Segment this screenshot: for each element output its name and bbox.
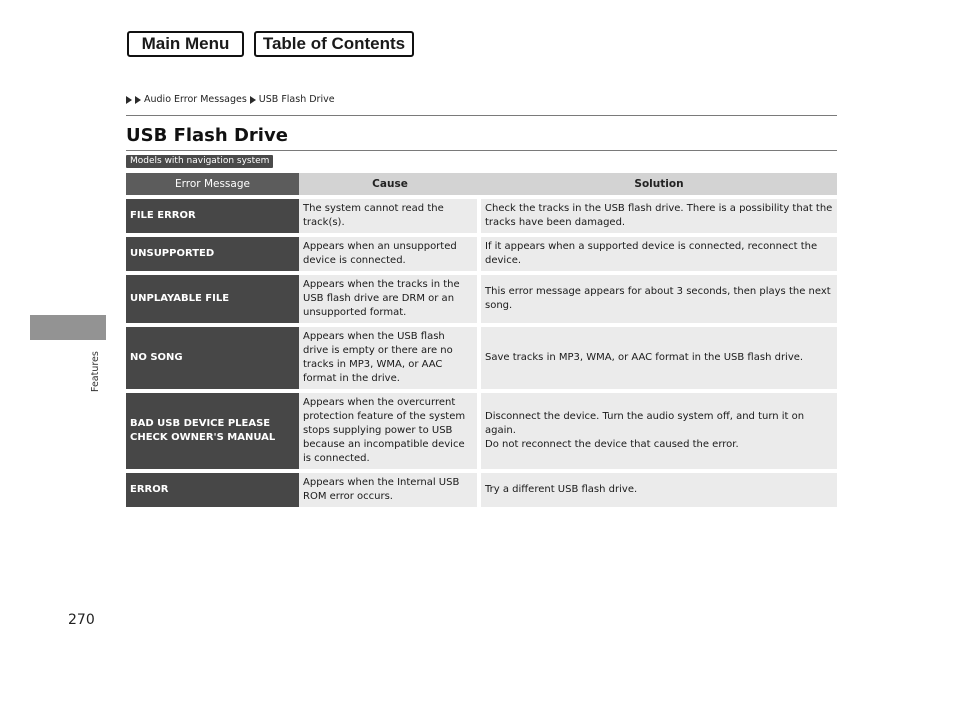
error-message-cell: BAD USB DEVICE PLEASE CHECK OWNER'S MANUAL xyxy=(126,393,299,469)
error-message-cell: NO SONG xyxy=(126,327,299,389)
breadcrumb-current: USB Flash Drive xyxy=(258,94,335,105)
solution-cell: This error message appears for about 3 seconds, then plays the next song. xyxy=(481,275,837,323)
solution-cell: If it appears when a supported device is connected, reconnect the device. xyxy=(481,237,837,271)
main-menu-button[interactable]: Main Menu xyxy=(127,31,244,57)
cause-cell: The system cannot read the track(s). xyxy=(299,199,481,233)
section-label: Features xyxy=(90,351,101,392)
solution-cell: Save tracks in MP3, WMA, or AAC format in the USB flash drive. xyxy=(481,327,837,389)
header-error-message: Error Message xyxy=(126,173,299,195)
error-message-cell: UNSUPPORTED xyxy=(126,237,299,271)
solution-cell: Check the tracks in the USB flash drive. There is a possibility that the tracks have been damaged. xyxy=(481,199,837,233)
table-header-row xyxy=(126,173,837,195)
breadcrumb-arrow-icon xyxy=(250,96,256,104)
solution-cell: Disconnect the device. Turn the audio system off, and turn it on again. Do not reconnect the device that caused the error. xyxy=(481,393,837,469)
cause-cell: Appears when the USB flash drive is empty or there are no tracks in MP3, WMA, or AAC format in the drive. xyxy=(299,327,481,389)
breadcrumb xyxy=(126,94,335,105)
title-divider xyxy=(126,150,837,151)
table-of-contents-button[interactable]: Table of Contents xyxy=(254,31,414,57)
page-number: 270 xyxy=(68,612,95,628)
table-row xyxy=(126,237,837,271)
header-cause: Cause xyxy=(299,173,481,195)
error-table xyxy=(126,169,837,511)
breadcrumb-arrow-icon xyxy=(135,96,141,104)
page-title: USB Flash Drive xyxy=(126,125,288,146)
header-divider xyxy=(126,115,837,116)
cause-cell: Appears when an unsupported device is connected. xyxy=(299,237,481,271)
table-row xyxy=(126,199,837,233)
table-row xyxy=(126,473,837,507)
model-badge: Models with navigation system xyxy=(126,155,273,168)
section-tab[interactable] xyxy=(30,315,106,340)
error-message-cell: ERROR xyxy=(126,473,299,507)
cause-cell: Appears when the Internal USB ROM error occurs. xyxy=(299,473,481,507)
table-row xyxy=(126,327,837,389)
cause-cell: Appears when the tracks in the USB flash drive are DRM or an unsupported format. xyxy=(299,275,481,323)
breadcrumb-parent-link[interactable]: Audio Error Messages xyxy=(144,94,247,105)
header-solution: Solution xyxy=(481,173,837,195)
error-message-cell: UNPLAYABLE FILE xyxy=(126,275,299,323)
table-row xyxy=(126,393,837,469)
cause-cell: Appears when the overcurrent protection feature of the system stops supplying power to USB because an incompatible device is connected. xyxy=(299,393,481,469)
table-row xyxy=(126,275,837,323)
breadcrumb-arrow-icon xyxy=(126,96,132,104)
error-message-cell: FILE ERROR xyxy=(126,199,299,233)
solution-cell: Try a different USB flash drive. xyxy=(481,473,837,507)
